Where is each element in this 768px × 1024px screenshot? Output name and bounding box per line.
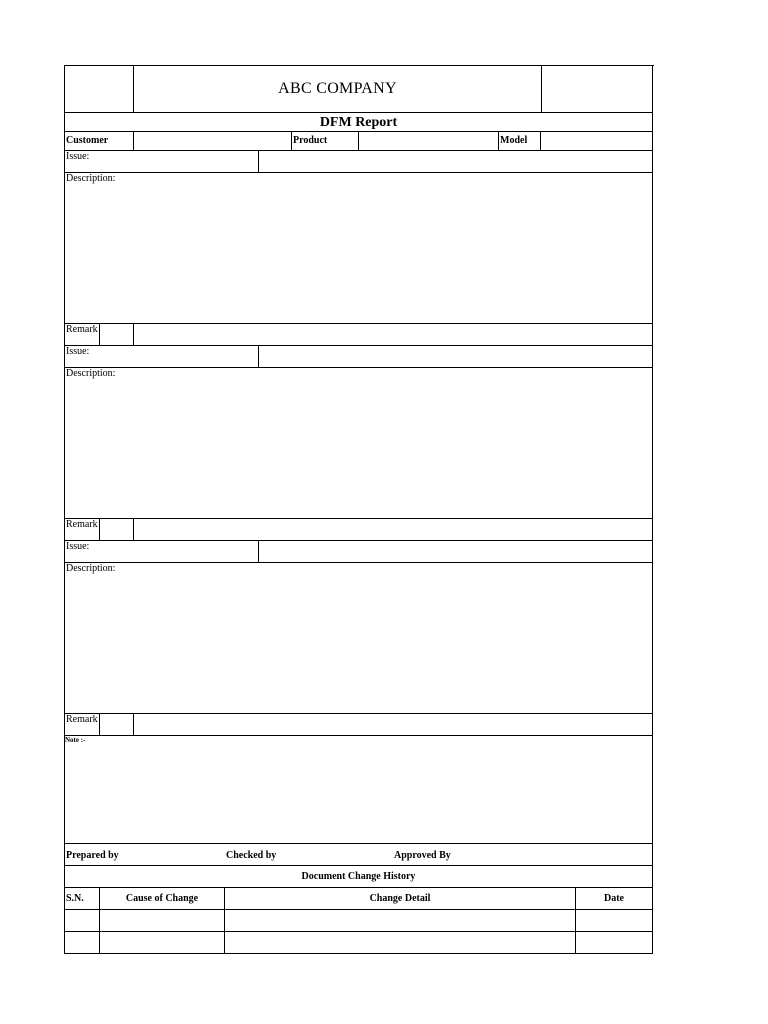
issue-label-cell[interactable]: Issue: — [65, 151, 259, 172]
remark-label: Remark — [65, 324, 100, 345]
description-row — [65, 563, 653, 714]
column-header-date: Date — [604, 893, 624, 904]
cause-cell[interactable] — [100, 910, 225, 931]
issue-field[interactable] — [259, 541, 652, 562]
logo-right-cell — [542, 66, 652, 112]
remark-label: Remark — [65, 714, 100, 735]
description-field[interactable]: Description: — [66, 563, 116, 574]
product-label: Product — [292, 132, 359, 150]
detail-cell[interactable] — [225, 932, 576, 953]
issue-row — [65, 541, 653, 563]
remark-small-field[interactable] — [100, 714, 134, 735]
remark-row — [65, 714, 653, 736]
issue-label-cell[interactable]: Issue: — [65, 346, 259, 367]
description-row — [65, 368, 653, 519]
date-cell[interactable] — [576, 932, 652, 953]
remark-field[interactable] — [134, 519, 652, 540]
note-field[interactable]: Note :- — [65, 736, 86, 744]
model-field[interactable] — [541, 132, 652, 150]
title-row — [65, 113, 653, 132]
column-header-detail: Change Detail — [225, 888, 576, 909]
issue-row — [65, 151, 653, 173]
change-history-title-row — [65, 866, 653, 888]
remark-small-field[interactable] — [100, 324, 134, 345]
header-row — [65, 66, 653, 113]
dfm-report-form — [64, 65, 654, 954]
report-title: DFM Report — [319, 115, 398, 130]
column-header-sn: S.N. — [65, 888, 100, 909]
change-history-header-row — [65, 888, 653, 910]
model-label: Model — [499, 132, 541, 150]
sn-cell[interactable] — [65, 932, 100, 953]
column-header-cause: Cause of Change — [100, 888, 225, 909]
remark-row — [65, 519, 653, 541]
table-row — [65, 910, 653, 932]
description-row — [65, 173, 653, 324]
issue-field[interactable] — [259, 346, 652, 367]
remark-field[interactable] — [134, 324, 652, 345]
remark-field[interactable] — [134, 714, 652, 735]
product-field[interactable] — [359, 132, 499, 150]
change-history-title: Document Change History — [301, 871, 416, 882]
issue-label-cell[interactable]: Issue: — [65, 541, 259, 562]
date-cell[interactable] — [576, 910, 652, 931]
approved-by-label: Approved By — [394, 850, 451, 861]
prepared-by-label: Prepared by — [66, 850, 119, 861]
description-field[interactable]: Description: — [66, 173, 116, 184]
customer-field[interactable] — [134, 132, 292, 150]
note-row — [65, 736, 653, 844]
company-name: ABC COMPANY — [134, 66, 542, 112]
checked-by-label: Checked by — [226, 850, 277, 861]
remark-small-field[interactable] — [100, 519, 134, 540]
issue-field[interactable] — [259, 151, 652, 172]
customer-label: Customer — [65, 132, 134, 150]
table-row — [65, 932, 653, 954]
customer-product-model-row — [65, 132, 653, 151]
issue-row — [65, 346, 653, 368]
remark-label: Remark — [65, 519, 100, 540]
remark-row — [65, 324, 653, 346]
logo-left-cell — [65, 66, 134, 112]
cause-cell[interactable] — [100, 932, 225, 953]
description-field[interactable]: Description: — [66, 368, 116, 379]
signature-row — [65, 844, 653, 866]
sn-cell[interactable] — [65, 910, 100, 931]
detail-cell[interactable] — [225, 910, 576, 931]
